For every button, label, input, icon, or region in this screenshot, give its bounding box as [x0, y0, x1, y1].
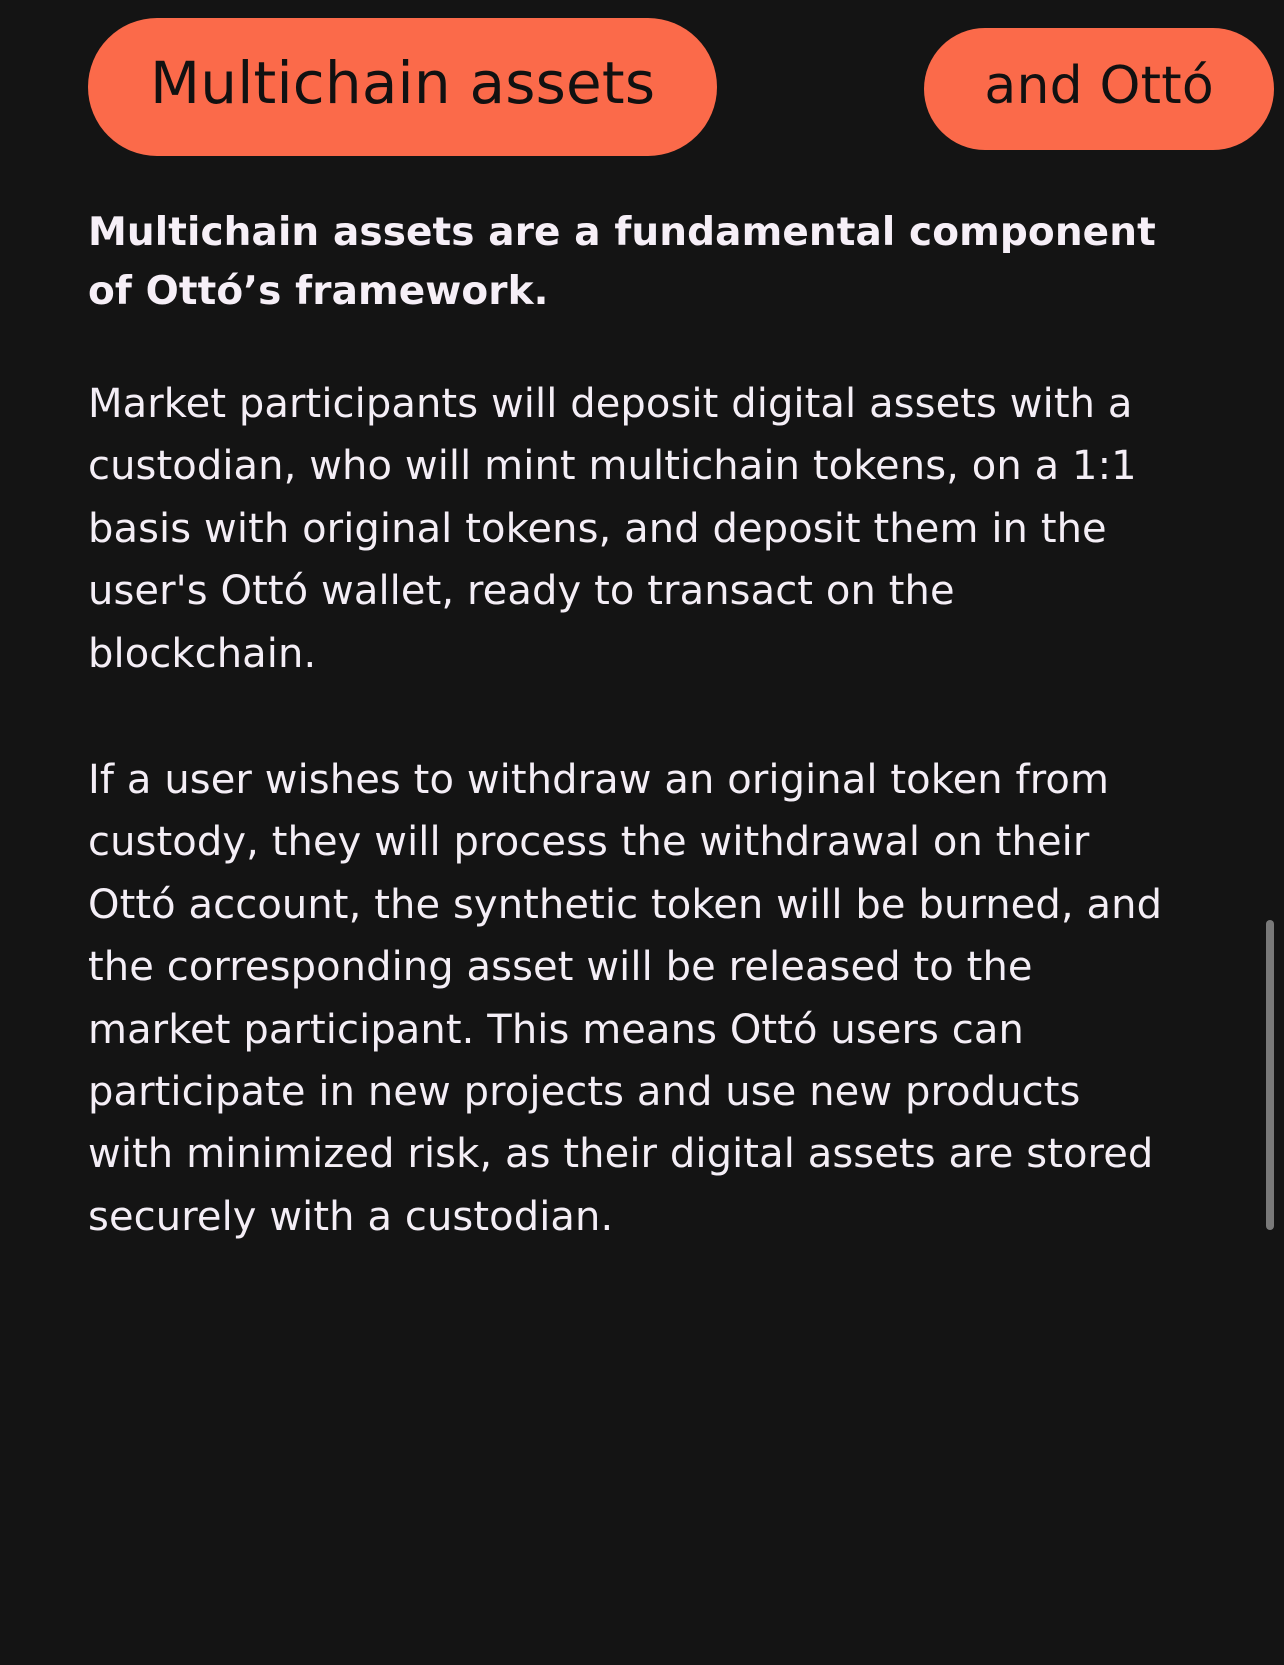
scrollbar-thumb[interactable]: [1266, 920, 1274, 1230]
lead-paragraph: Multichain assets are a fundamental component of Ottó’s framework.: [88, 210, 1156, 314]
paragraph-one: Market participants will deposit digital assets with a custodian, who will mint multichain tokens, on a 1:1 basis with original tokens, and deposit them in the user's Ottó wallet, ready to transact on the blockchain.: [88, 381, 1137, 677]
paragraph-two: If a user wishes to withdraw an original token from custody, they will process the withdrawal on their Ottó account, the synthetic token will be burned, and the corresponding asset will be released to the market participant. This means Ottó users can participate in new projects and use new products with minimized risk, as their digital assets are stored securely with a custodian.: [88, 756, 1163, 1240]
title-pill-primary: Multichain assets: [88, 18, 717, 156]
title-pill-secondary: and Ottó: [924, 28, 1273, 150]
article-body: [0, 204, 1284, 1248]
title-group: [0, 0, 1284, 156]
